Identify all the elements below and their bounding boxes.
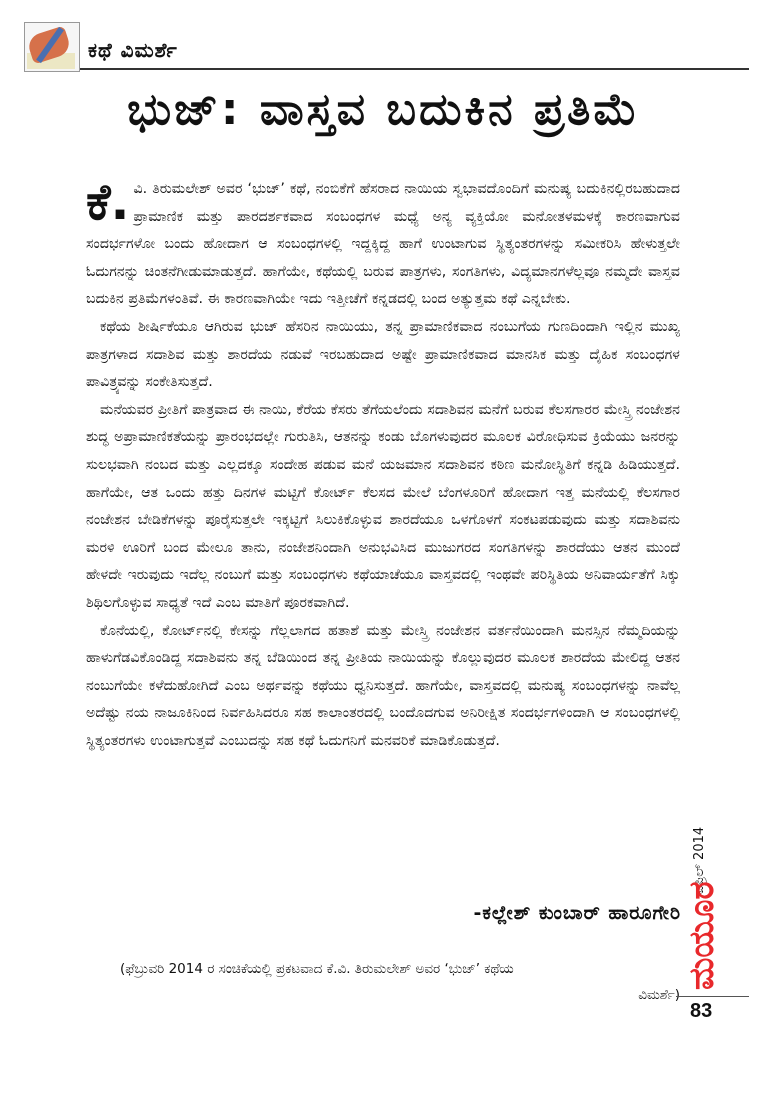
publication-note-line-2: ವಿಮರ್ಶೆ) — [638, 987, 680, 1003]
section-logo — [24, 22, 80, 72]
paragraph-1 — [86, 173, 680, 314]
publication-note-line-1: (ಫೆಬ್ರುವರಿ 2014 ರ ಸಂಚಿಕೆಯಲ್ಲಿ ಪ್ರಕಟವಾದ ಕೆ.ವಿ. ತಿರುಮಲೇಶ್ ಅವರ ‘ಭುಜ್’ ಕಥೆಯ — [120, 961, 514, 977]
drop-cap: ಕೆ. — [86, 173, 130, 231]
magazine-name-rotated — [682, 882, 722, 990]
issue-date-text: ಏಪ್ರಿಲ್ 2014 — [692, 826, 707, 894]
header-divider — [80, 68, 749, 70]
paragraph-1-text: ವಿ. ತಿರುಮಲೇಶ್ ಅವರ ‘ಭುಜ್’ ಕಥೆ, ನಂಬಿಕೆಗೆ ಹೆಸರಾದ ನಾಯಿಯ ಸ್ವಭಾವದೊಂದಿಗೆ ಮನುಷ್ಯ ಬದುಕಿನಲ್ಲಿರಬಹುದಾದ ಪ್ರಾಮಾಣಿಕ ಮತ್ತು ಪಾರದರ್ಶಕವಾದ ಸಂಬಂಧಗಳ ಮಧ್ಯೆ ಅನ್ಯ ವ್ಯಕ್ತಿಯೋ ಮನೋತಳಮಳಕ್ಕೆ ಕಾರಣವಾಗುವ ಸಂದರ್ಭಗಳೋ ಬಂದು ಹೋದಾಗ ಆ ಸಂಬಂಧಗಳಲ್ಲಿ ಇದ್ದಕ್ಕಿದ್ದ ಹಾಗೆ ಉಂಟಾಗುವ ಸ್ಥಿತ್ಯಂತರಗಳನ್ನು ಸಮೀಕರಿಸಿ ಹೇಳುತ್ತಲೇ ಓದುಗನನ್ನು ಚಿಂತನೆಗೀಡುಮಾಡುತ್ತದೆ. ಹಾಗೆಯೇ, ಕಥೆಯಲ್ಲಿ ಬರುವ ಪಾತ್ರಗಳು, ಸಂಗತಿಗಳು, ವಿದ್ಯಮಾನಗಳೆಲ್ಲವೂ ನಮ್ಮದೇ ವಾಸ್ತವ ಬದುಕಿನ ಪ್ರತಿಮೆಗಳಂತಿವೆ. ಈ ಕಾರಣವಾಗಿಯೇ ಇದು ಇತ್ತೀಚೆಗೆ ಕನ್ನಡದಲ್ಲಿ ಬಂದ ಅತ್ಯುತ್ತಮ ಕಥೆ ಎನ್ನಬೇಕು. — [86, 181, 680, 308]
section-label: ಕಥೆ ವಿಮರ್ಶೆ — [88, 38, 178, 62]
article-body — [86, 173, 680, 755]
paragraph-4: ಕೊನೆಯಲ್ಲಿ, ಕೋರ್ಟ್‌ನಲ್ಲಿ ಕೇಸನ್ನು ಗೆಲ್ಲಲಾಗದ ಹತಾಶೆ ಮತ್ತು ಮೇಸ್ತ್ರಿ ನಂಜೇಶನ ವರ್ತನೆಯಿಂದಾಗಿ ಮನಸ್ಸಿನ ನೆಮ್ಮದಿಯನ್ನು ಹಾಳುಗೆಡವಿಕೊಂಡಿದ್ದ ಸದಾಶಿವನು ತನ್ನ ಬೆಡಿಯಿಂದ ತನ್ನ ಪ್ರೀತಿಯ ನಾಯಿಯನ್ನು ಕೊಲ್ಲುವುದರ ಮೂಲಕ ಶಾರದೆಯ ಮೇಲಿದ್ದ ಆತನ ನಂಬುಗೆಯೇ ಕಳೆದುಹೋಗಿದೆ ಎಂಬ ಅರ್ಥವನ್ನು ಕಥೆಯು ಧ್ವನಿಸುತ್ತದೆ. ಹಾಗೆಯೇ, ವಾಸ್ತವದಲ್ಲಿ ಮನುಷ್ಯ ಸಂಬಂಧಗಳನ್ನು ನಾವೆಲ್ಲ ಅದೆಷ್ಟು ನಯ ನಾಜೂಕಿನಿಂದ ನಿರ್ವಹಿಸಿದರೂ ಸಹ ಕಾಲಾಂತರದಲ್ಲಿ ಬಂದೊದಗುವ ಅನಿರೀಕ್ಷಿತ ಸಂದರ್ಭಗಳಿಂದಾಗಿ ಆ ಸಂಬಂಧಗಳಲ್ಲಿ ಸ್ಥಿತ್ಯಂತರಗಳು ಉಂಟಾಗುತ್ತವೆ ಎಂಬುದನ್ನು ಸಹ ಕಥೆ ಓದುಗನಿಗೆ ಮನವರಿಕೆ ಮಾಡಿಕೊಡುತ್ತದೆ. — [86, 622, 680, 749]
magazine-logo — [682, 800, 722, 990]
footer-divider — [676, 996, 749, 997]
magazine-name: ಮಯೂರ — [682, 881, 722, 990]
paragraph-3: ಮನೆಯವರ ಪ್ರೀತಿಗೆ ಪಾತ್ರವಾದ ಈ ನಾಯಿ, ಕೆರೆಯ ಕೆಸರು ತೆಗೆಯಲೆಂದು ಸದಾಶಿವನ ಮನೆಗೆ ಬರುವ ಕೆಲಸಗಾರರ ಮೇಸ್ತ್ರಿ ನಂಜೇಶನ ಶುದ್ಧ ಅಪ್ರಾಮಾಣಿಕತೆಯನ್ನು ಪ್ರಾರಂಭದಲ್ಲೇ ಗುರುತಿಸಿ, ಆತನನ್ನು ಕಂಡು ಬೊಗಳುವುದರ ಮೂಲಕ ವಿರೋಧಿಸುವ ಕ್ರಿಯೆಯು ಜನರನ್ನು ಸುಲಭವಾಗಿ ನಂಬದ ಮತ್ತು ಎಲ್ಲದಕ್ಕೂ ಸಂದೇಹ ಪಡುವ ಮನೆ ಯಜಮಾನ ಸದಾಶಿವನ ಕಠಿಣ ಮನೋಸ್ಥಿತಿಗೆ ಕನ್ನಡಿ ಹಿಡಿಯುತ್ತದೆ. ಹಾಗೆಯೇ, ಆತ ಒಂದು ಹತ್ತು ದಿನಗಳ ಮಟ್ಟಿಗೆ ಕೋರ್ಟ್ ಕೆಲಸದ ಮೇಲೆ ಬೆಂಗಳೂರಿಗೆ ಹೋದಾಗ ಇತ್ತ ಮನೆಯಲ್ಲಿ ಕೆಲಸಗಾರ ನಂಜೇಶನ ಬೇಡಿಕೆಗಳನ್ನು ಪೂರೈಸುತ್ತಲೇ ಇಕ್ಕಟ್ಟಿಗೆ ಸಿಲುಕಿಕೊಳ್ಳುವ ಶಾರದೆಯೂ ಒಳಗೊಳಗೆ ಸಂಕಟಪಡುವುದು ಮತ್ತು ಸದಾಶಿವನು ಮರಳಿ ಊರಿಗೆ ಬಂದ ಮೇಲೂ ತಾನು, ನಂಜೇಶನಿಂದಾಗಿ ಅನುಭವಿಸಿದ ಮುಜುಗರದ ಸಂಗತಿಗಳನ್ನು ಶಾರದೆಯು ಆತನ ಮುಂದೆ ಹೇಳದೇ ಇರುವುದು ಇದೆಲ್ಲ ನಂಬುಗೆ ಮತ್ತು ಸಂಬಂಧಗಳು ಕಥೆಯಾಚೆಯೂ ವಾಸ್ತವದಲ್ಲಿ ಇಂಥವೇ ಪರಿಸ್ಥಿತಿಯ ಅನಿವಾರ್ಯತೆಗೆ ಸಿಕ್ಕು ಶಿಥಿಲಗೊಳ್ಳುವ ಸಾಧ್ಯತೆ ಇದೆ ಎಂಬ ಮಾತಿಗೆ ಪೂರಕವಾಗಿದೆ. — [86, 401, 680, 611]
paragraph-2: ಕಥೆಯ ಶೀರ್ಷಿಕೆಯೂ ಆಗಿರುವ ಭುಜ್ ಹೆಸರಿನ ನಾಯಿಯು, ತನ್ನ ಪ್ರಾಮಾಣಿಕವಾದ ನಂಬುಗೆಯ ಗುಣದಿಂದಾಗಿ ಇಲ್ಲಿನ ಮುಖ್ಯ ಪಾತ್ರಗಳಾದ ಸದಾಶಿವ ಮತ್ತು ಶಾರದೆಯ ನಡುವೆ ಇರಬಹುದಾದ ಅಷ್ಟೇ ಪ್ರಾಮಾಣಿಕವಾದ ಮಾನಸಿಕ ಮತ್ತು ದೈಹಿಕ ಸಂಬಂಧಗಳ ಪಾವಿತ್ರ್ಯವನ್ನು ಸಂಕೇತಿಸುತ್ತದೆ. — [86, 318, 680, 391]
publication-note — [120, 956, 680, 1008]
article-title: ಭುಜ್: ವಾಸ್ತವ ಬದುಕಿನ ಪ್ರತಿಮೆ — [127, 84, 640, 135]
page-number: 83 — [690, 1000, 713, 1022]
author-name: -ಕಲ್ಲೇಶ್ ಕುಂಬಾರ್ ಹಾರೂಗೇರಿ — [473, 902, 681, 924]
